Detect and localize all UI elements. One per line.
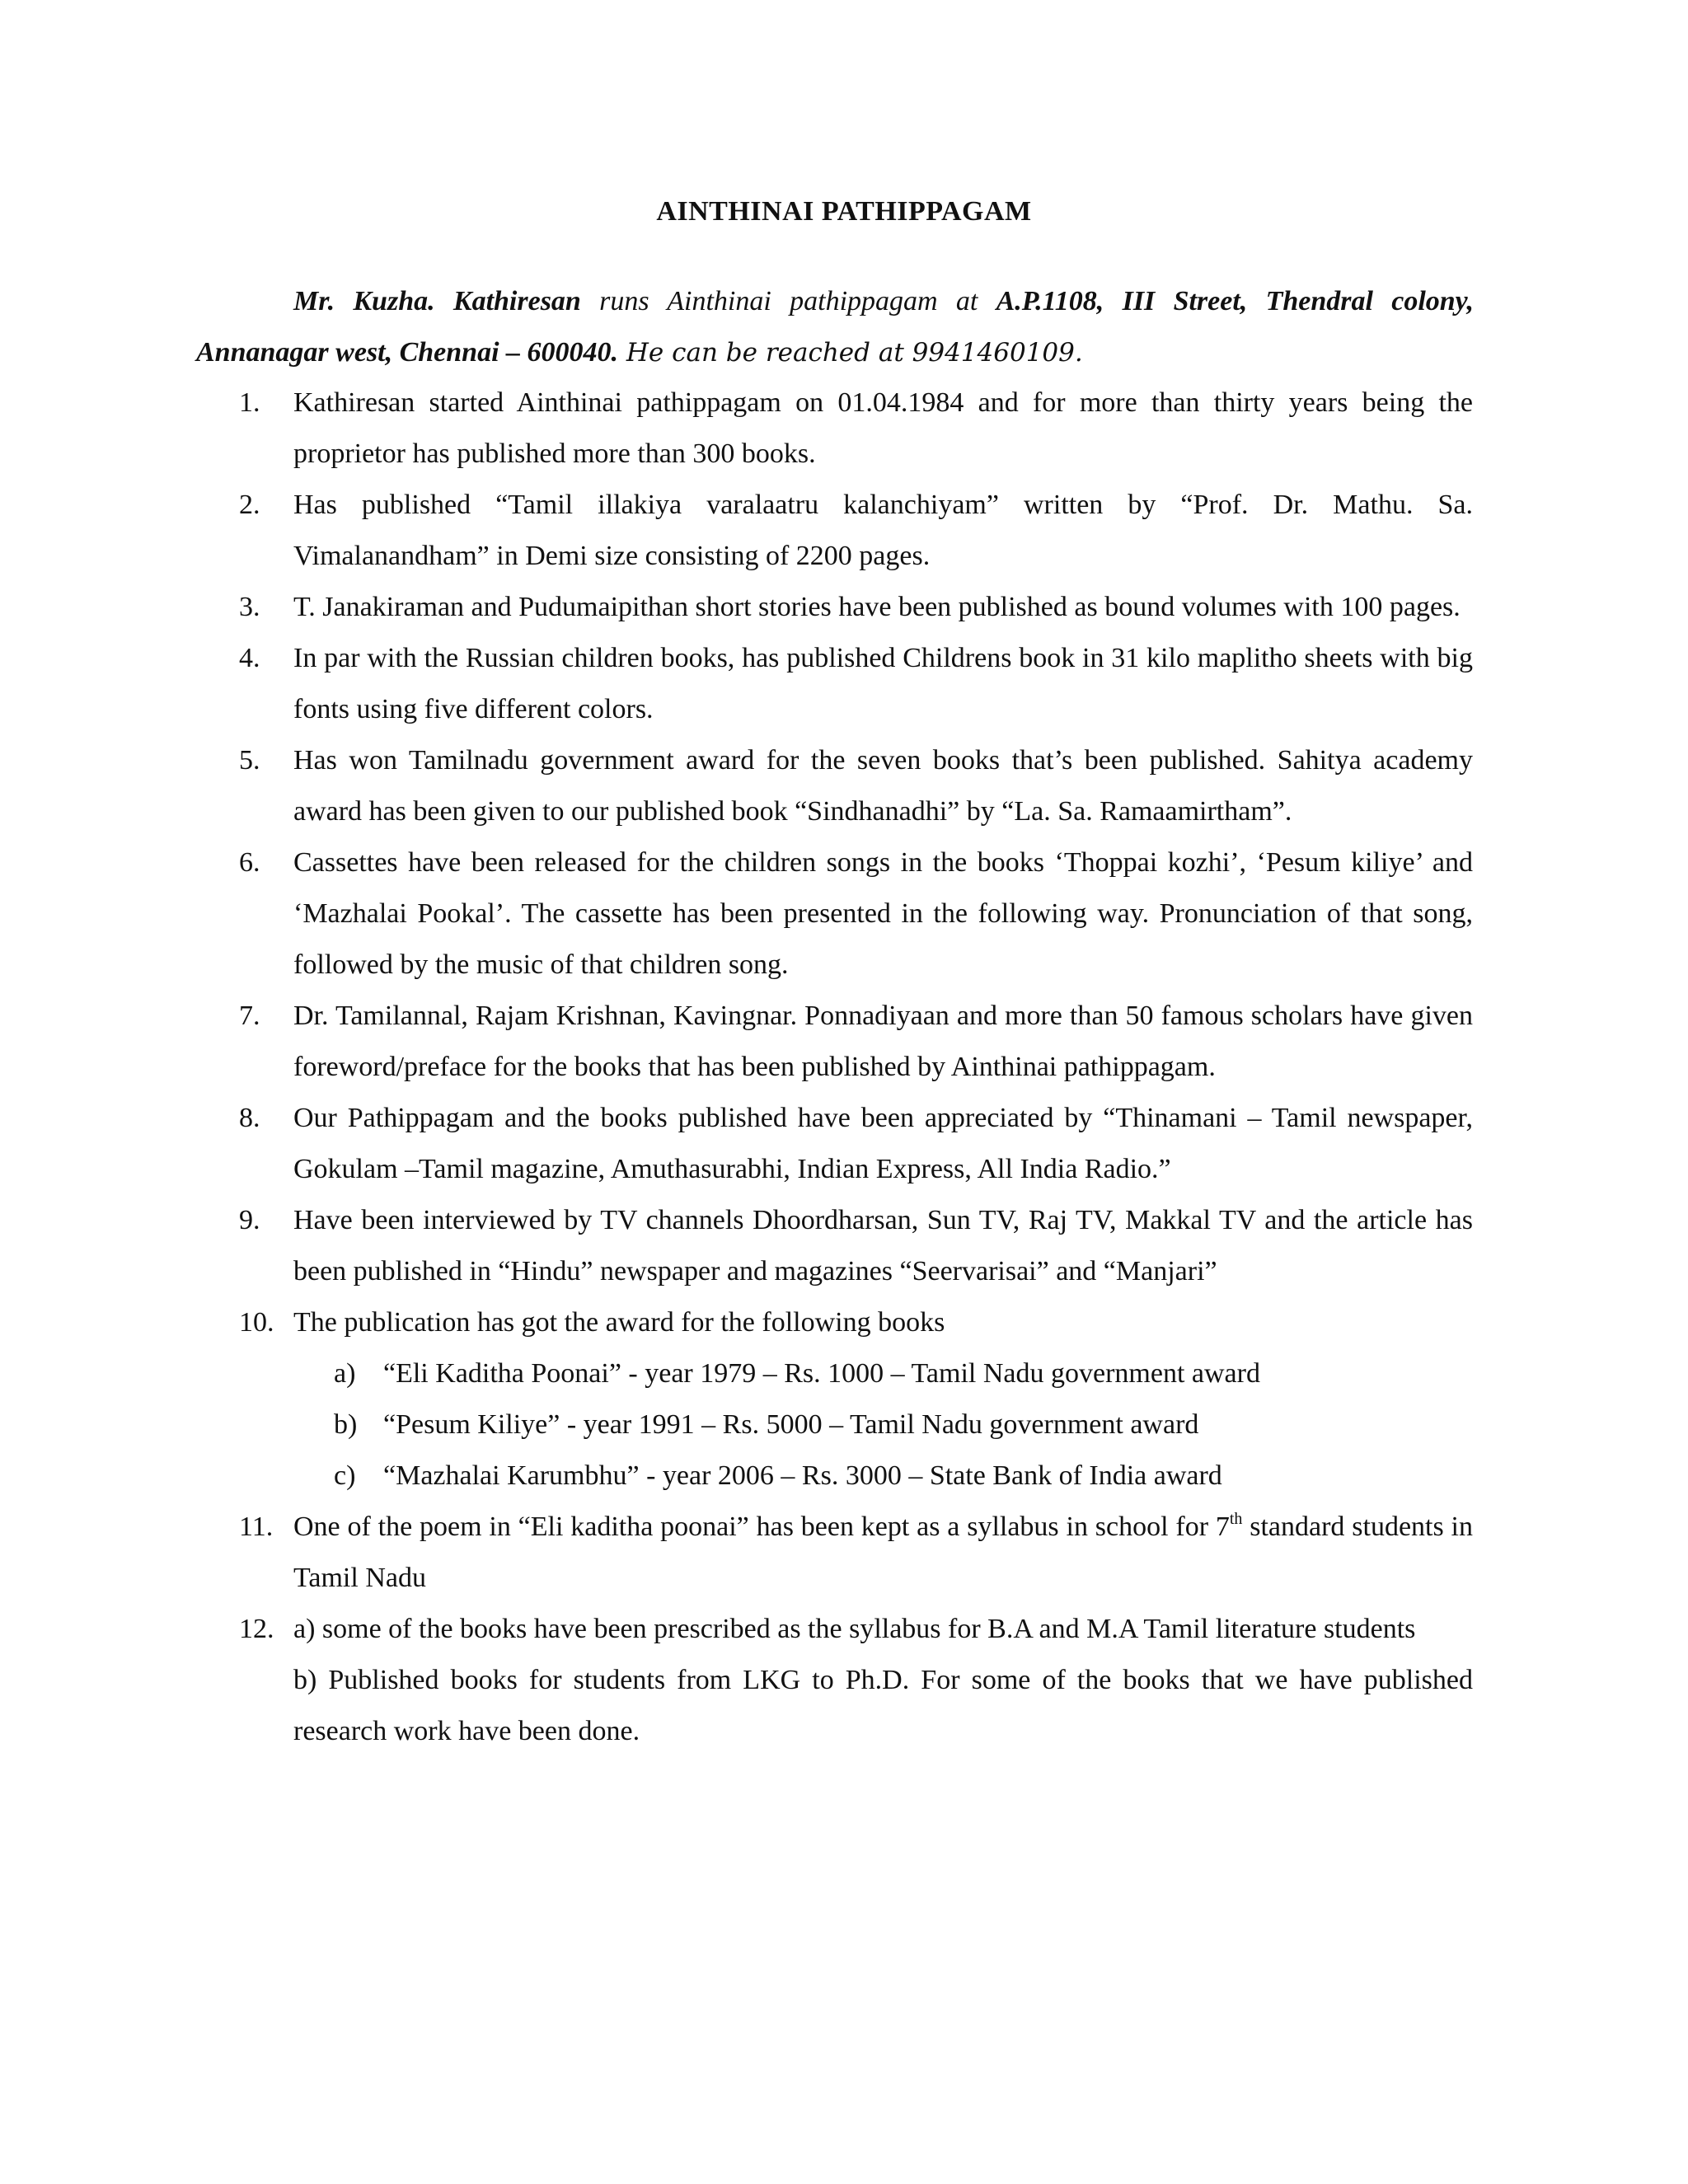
list-item bbox=[239, 735, 1473, 837]
item-number: 1. bbox=[239, 387, 260, 418]
item-number: 12. bbox=[239, 1614, 274, 1644]
list-item bbox=[239, 582, 1473, 633]
item-number: 5. bbox=[239, 745, 260, 776]
award-text: “Mazhalai Karumbhu” - year 2006 – Rs. 3000 – State Bank of India award bbox=[383, 1460, 1222, 1491]
item-number: 8. bbox=[239, 1103, 260, 1133]
award-text: “Eli Kaditha Poonai” - year 1979 – Rs. 1000 – Tamil Nadu government award bbox=[383, 1358, 1260, 1389]
list-item-continuation bbox=[293, 1655, 1473, 1757]
item-number: 6. bbox=[239, 847, 260, 878]
list-item bbox=[239, 1195, 1473, 1297]
award-item bbox=[334, 1399, 1471, 1451]
item-text: Has won Tamilnadu government award for the seven books that’s been published. Sahitya academy award has been given to our published book “Sindhanadhi” by “La. Sa. Ramaamirtham”. bbox=[293, 745, 1473, 827]
item-text: In par with the Russian children books, has published Childrens book in 31 kilo maplitho sheets with big fonts using five different colors. bbox=[293, 643, 1473, 724]
item-number: 2. bbox=[239, 490, 260, 520]
item-number: 10. bbox=[239, 1307, 274, 1338]
list-item bbox=[239, 633, 1473, 735]
item-text: The publication has got the award for the following books bbox=[293, 1307, 945, 1338]
award-item bbox=[334, 1348, 1471, 1399]
item-text-b: b) Published books for students from LKG to Ph.D. For some of the books that we have published research work have been done. bbox=[293, 1665, 1473, 1746]
proprietor-name: Mr. Kuzha. Kathiresan bbox=[293, 286, 581, 316]
intro-paragraph bbox=[196, 276, 1474, 378]
item-number: 11. bbox=[239, 1511, 274, 1542]
item-number: 4. bbox=[239, 643, 260, 673]
item-text: T. Janakiraman and Pudumaipithan short stories have been published as bound volumes with 100 pages. bbox=[293, 592, 1461, 622]
intro-runs-text: runs Ainthinai pathippagam at bbox=[580, 286, 996, 316]
item-text: Our Pathippagam and the books published have been appreciated by “Thinamani – Tamil newspaper, Gokulam –Tamil magazine, Amuthasurabhi, Indian Express, All India Radio.” bbox=[293, 1103, 1473, 1184]
item-text: Have been interviewed by TV channels Dhoordharsan, Sun TV, Raj TV, Makkal TV and the article has been published in “Hindu” newspaper and magazines “Seervarisai” and “Manjari” bbox=[293, 1205, 1473, 1286]
list-item bbox=[239, 377, 1473, 480]
item-number: 7. bbox=[239, 1001, 260, 1031]
award-letter: a) bbox=[334, 1358, 356, 1389]
ordinal-suffix: th bbox=[1229, 1510, 1243, 1528]
item-text: Kathiresan started Ainthinai pathippagam on 01.04.1984 and for more than thirty years being the proprietor has published more than 300 books. bbox=[293, 387, 1473, 469]
item-number: 9. bbox=[239, 1205, 260, 1235]
list-item bbox=[239, 1093, 1473, 1195]
item-text: Has published “Tamil illakiya varalaatru kalanchiyam” written by “Prof. Dr. Mathu. Sa. Vimalanandham” in Demi size consisting of 2200 pages. bbox=[293, 490, 1473, 571]
numbered-list bbox=[0, 377, 1688, 1757]
item-text: One of the poem in “Eli kaditha poonai” has been kept as a syllabus in school for 7 bbox=[293, 1511, 1230, 1542]
list-item bbox=[239, 1604, 1473, 1655]
award-letter: c) bbox=[334, 1460, 356, 1491]
document-title: AINTHINAI PATHIPPAGAM bbox=[656, 196, 1032, 227]
item-text: Dr. Tamilannal, Rajam Krishnan, Kavingnar. Ponnadiyaan and more than 50 famous scholars have given foreword/preface for the books that has been published by Ainthinai pathippagam. bbox=[293, 1001, 1473, 1082]
item-number: 3. bbox=[239, 592, 260, 622]
award-letter: b) bbox=[334, 1409, 358, 1440]
contact-phone: He can be reached at 9941460109. bbox=[618, 338, 1083, 368]
item-text: Cassettes have been released for the children songs in the books ‘Thoppai kozhi’, ‘Pesum kiliye’ and ‘Mazhalai Pookal’. The cassette has been presented in the following way. Pronunciation of that song, followed by the music of that children song. bbox=[293, 847, 1473, 980]
item-text-continued: standard students in Tamil Nadu bbox=[293, 1511, 1473, 1593]
list-item bbox=[239, 837, 1473, 991]
list-item bbox=[239, 991, 1473, 1093]
item-text-a: a) some of the books have been prescribed as the syllabus for B.A and M.A Tamil literature students bbox=[293, 1614, 1416, 1644]
list-item bbox=[239, 480, 1473, 582]
award-text: “Pesum Kiliye” - year 1991 – Rs. 5000 – Tamil Nadu government award bbox=[383, 1409, 1199, 1440]
list-item bbox=[239, 1297, 1473, 1348]
publisher-address: A.P.1108, III Street, Thendral colony, Annanagar west, Chennai – 600040. bbox=[196, 286, 1475, 368]
award-item bbox=[334, 1451, 1471, 1502]
list-item bbox=[239, 1502, 1473, 1604]
